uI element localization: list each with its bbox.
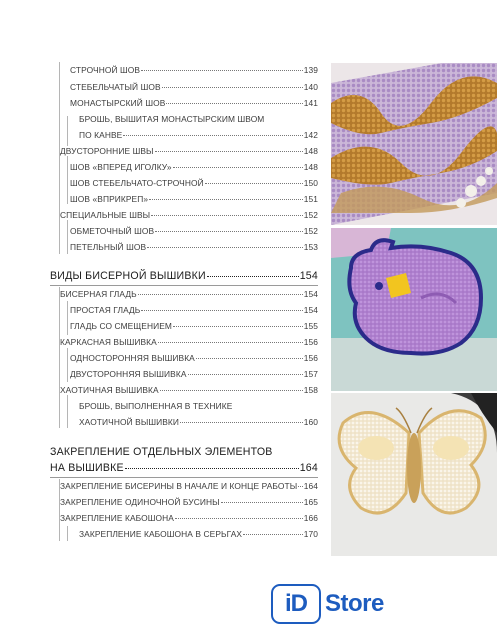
toc-entry-page: 160 <box>303 417 318 427</box>
toc-entry[interactable] <box>70 82 318 92</box>
dot-leader <box>205 183 303 184</box>
toc-entry[interactable] <box>70 98 318 108</box>
toc-entry-title: ГЛАДЬ СО СМЕЩЕНИЕМ <box>70 321 173 331</box>
toc-entry-title: ПРОСТАЯ ГЛАДЬ <box>70 305 141 315</box>
toc-entry-title: СПЕЦИАЛЬНЫЕ ШВЫ <box>60 210 151 220</box>
toc-entry[interactable] <box>70 162 318 172</box>
toc-entry-page: 157 <box>303 369 318 379</box>
toc-entry[interactable] <box>70 226 318 236</box>
dot-leader <box>196 358 303 359</box>
logo-wordmark: Store <box>325 590 384 617</box>
idstore-logo <box>271 582 384 626</box>
toc-entry[interactable] <box>79 529 318 539</box>
toc-entry-title: СТЕБЕЛЬЧАТЫЙ ШОВ <box>70 82 161 92</box>
toc-chapter[interactable] <box>50 462 318 474</box>
dot-leader <box>147 247 303 248</box>
indent-guide <box>67 156 68 204</box>
dot-leader <box>155 231 303 232</box>
dot-leader <box>166 103 302 104</box>
toc-entry-title-line2: ХАОТИЧНОЙ ВЫШИВКИ <box>79 417 180 427</box>
toc-entry-page: 152 <box>303 210 318 220</box>
toc-entry-page: 140 <box>303 82 318 92</box>
elephant-brooch-photo <box>331 228 497 391</box>
toc-entry-title: БИСЕРНАЯ ГЛАДЬ <box>60 289 137 299</box>
chapter-divider <box>50 477 318 478</box>
toc-entry-page: 153 <box>303 242 318 252</box>
toc-entry-page: 152 <box>303 226 318 236</box>
toc-entry-page: 164 <box>303 481 318 491</box>
toc-entry[interactable] <box>60 481 318 491</box>
toc-entry-title: СТРОЧНОЙ ШОВ <box>70 65 141 75</box>
toc-entry-page: 148 <box>303 146 318 156</box>
toc-entry-title: ЗАКРЕПЛЕНИЕ ОДИНОЧНОЙ БУСИНЫ <box>60 497 220 507</box>
toc-entry-title: ШОВ «ВПЕРЕД ИГОЛКУ» <box>70 162 172 172</box>
dot-leader <box>160 390 303 391</box>
dot-leader <box>188 374 303 375</box>
toc-entry[interactable] <box>70 305 318 315</box>
toc-chapter-title-line1: ЗАКРЕПЛЕНИЕ ОТДЕЛЬНЫХ ЭЛЕМЕНТОВ <box>50 446 273 458</box>
toc-entry[interactable] <box>60 337 318 347</box>
toc-chapter-page: 164 <box>299 462 318 474</box>
dot-leader <box>162 87 303 88</box>
toc-entry-title: ЗАКРЕПЛЕНИЕ КАБОШОНА В СЕРЬГАХ <box>79 529 243 539</box>
toc-entry-title: ДВУСТОРОННЯЯ ВЫШИВКА <box>70 369 187 379</box>
toc-entry[interactable] <box>70 321 318 331</box>
toc-entry[interactable] <box>79 417 318 427</box>
toc-entry-page: 165 <box>303 497 318 507</box>
toc-entry-title: ОДНОСТОРОННЯЯ ВЫШИВКА <box>70 353 195 363</box>
toc-entry[interactable] <box>60 385 318 395</box>
toc-entry-title: ШОВ СТЕБЕЛЬЧАТО-СТРОЧНОЙ <box>70 178 204 188</box>
beaded-embroidery-photo <box>331 63 497 225</box>
dot-leader <box>138 294 303 295</box>
toc-entry-page: 154 <box>303 289 318 299</box>
dot-leader <box>221 502 303 503</box>
toc-chapter-page: 154 <box>299 270 318 282</box>
toc-entry-page: 142 <box>303 130 318 140</box>
toc-entry-title: ОБМЕТОЧНЫЙ ШОВ <box>70 226 155 236</box>
indent-guide <box>59 287 60 428</box>
chapter-divider <box>50 285 318 286</box>
toc-entry[interactable] <box>79 130 318 140</box>
toc-chapter-title: ВИДЫ БИСЕРНОЙ ВЫШИВКИ <box>50 270 206 282</box>
toc-entry-title: ШОВ «ВПРИКРЕП» <box>70 194 149 204</box>
dot-leader <box>173 326 303 327</box>
toc-entry[interactable] <box>70 178 318 188</box>
toc-entry-page: 158 <box>303 385 318 395</box>
toc-entry[interactable] <box>60 146 318 156</box>
indent-guide <box>59 62 60 254</box>
toc-entry[interactable] <box>70 369 318 379</box>
dot-leader <box>141 70 303 71</box>
dot-leader <box>155 151 303 152</box>
toc-entry-title: ЗАКРЕПЛЕНИЕ КАБОШОНА <box>60 513 174 523</box>
toc-entry-page: 170 <box>303 529 318 539</box>
toc-entry[interactable] <box>60 513 318 523</box>
toc-entry[interactable] <box>60 497 318 507</box>
toc-entry-page: 150 <box>303 178 318 188</box>
indent-guide <box>67 395 68 428</box>
toc-entry[interactable] <box>70 65 318 75</box>
toc-entry-page: 155 <box>303 321 318 331</box>
dot-leader <box>173 167 303 168</box>
indent-guide <box>67 526 68 541</box>
toc-entry[interactable] <box>60 289 318 299</box>
toc-entry[interactable] <box>70 242 318 252</box>
indent-guide <box>67 116 68 146</box>
dot-leader <box>298 486 302 487</box>
dot-leader <box>158 342 303 343</box>
toc-entry-page: 166 <box>303 513 318 523</box>
dot-leader <box>180 422 303 423</box>
toc-entry-page: 139 <box>303 65 318 75</box>
dot-leader <box>151 215 303 216</box>
toc-entry-title: МОНАСТЫРСКИЙ ШОВ <box>70 98 166 108</box>
toc-entry-page: 141 <box>303 98 318 108</box>
dot-leader <box>123 135 302 136</box>
dot-leader <box>175 518 303 519</box>
toc-entry-page: 156 <box>303 353 318 363</box>
toc-entry-title: КАРКАСНАЯ ВЫШИВКА <box>60 337 157 347</box>
indent-guide <box>67 301 68 335</box>
toc-chapter-title-line2: НА ВЫШИВКЕ <box>50 462 124 474</box>
dot-leader <box>149 199 303 200</box>
indent-guide <box>67 348 68 382</box>
toc-entry-title-line2: ПО КАНВЕ <box>79 130 123 140</box>
toc-entry-page: 154 <box>303 305 318 315</box>
toc-chapter[interactable] <box>50 270 318 282</box>
dot-leader <box>207 276 299 277</box>
toc-entry-page: 148 <box>303 162 318 172</box>
dot-leader <box>125 468 299 469</box>
dot-leader <box>141 310 302 311</box>
toc-entry-page: 156 <box>303 337 318 347</box>
butterfly-brooch-photo <box>331 393 497 556</box>
toc-entry[interactable] <box>60 210 318 220</box>
toc-entry-title: ХАОТИЧНАЯ ВЫШИВКА <box>60 385 159 395</box>
indent-guide <box>67 220 68 254</box>
logo-badge: iD <box>271 584 321 624</box>
toc-entry-title-line1: БРОШЬ, ВЫПОЛНЕННАЯ В ТЕХНИКЕ <box>79 401 233 411</box>
toc-entry[interactable] <box>70 194 318 204</box>
toc-entry-title: ЗАКРЕПЛЕНИЕ БИСЕРИНЫ В НАЧАЛЕ И КОНЦЕ РАБОТЫ <box>60 481 298 491</box>
toc-entry[interactable] <box>70 353 318 363</box>
toc-entry-title: ПЕТЕЛЬНЫЙ ШОВ <box>70 242 147 252</box>
toc-entry-page: 151 <box>303 194 318 204</box>
toc-entry-title-line1: БРОШЬ, ВЫШИТАЯ МОНАСТЫРСКИМ ШВОМ <box>79 114 265 124</box>
dot-leader <box>243 534 303 535</box>
toc-entry-title: ДВУСТОРОННИЕ ШВЫ <box>60 146 154 156</box>
